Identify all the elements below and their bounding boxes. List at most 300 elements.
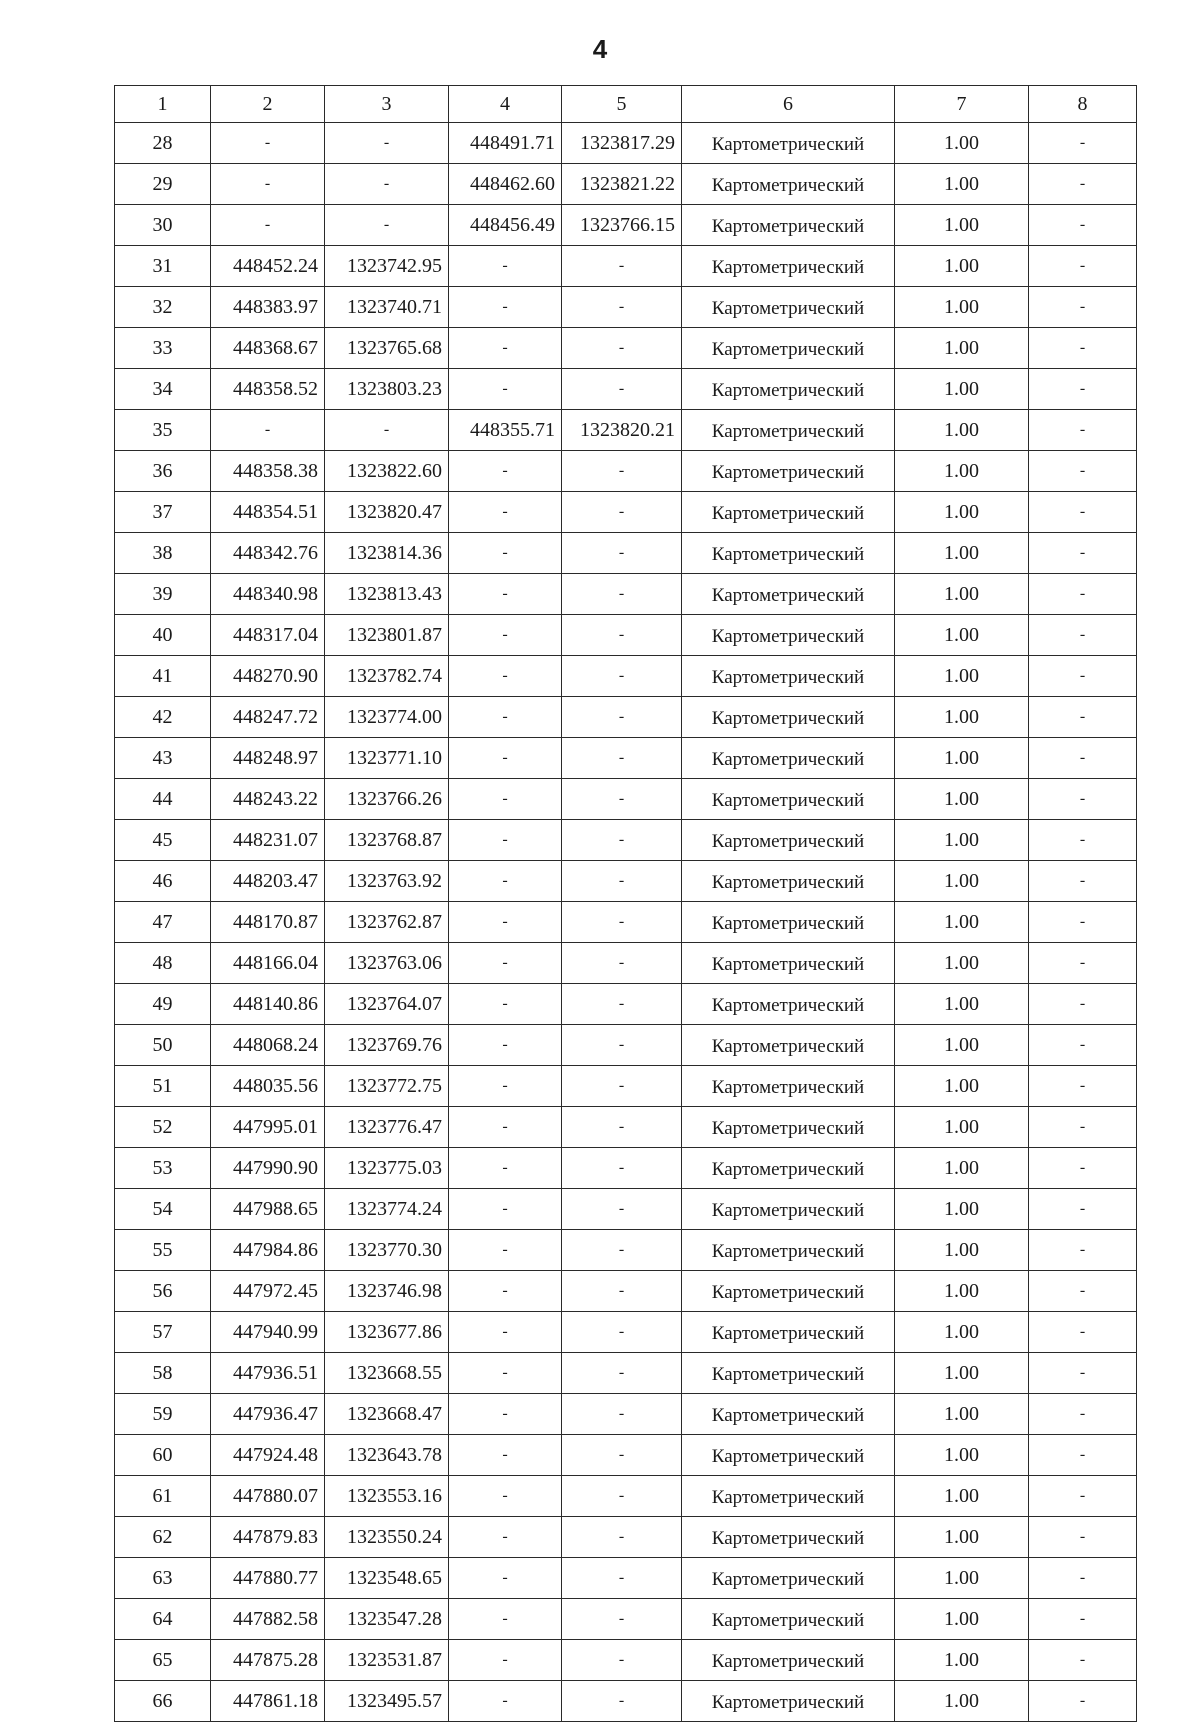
table-cell-col-8: - bbox=[1029, 738, 1137, 779]
table-cell-col-3: - bbox=[325, 123, 449, 164]
table-row bbox=[115, 1230, 1137, 1271]
table-cell-col-1: 52 bbox=[115, 1107, 211, 1148]
table-cell-col-2: 447875.28 bbox=[211, 1640, 325, 1681]
table-cell-col-3: 1323550.24 bbox=[325, 1517, 449, 1558]
table-cell-col-3: 1323801.87 bbox=[325, 615, 449, 656]
table-cell-col-2: 448317.04 bbox=[211, 615, 325, 656]
table-cell-col-4: - bbox=[449, 1394, 562, 1435]
table-cell-col-3: 1323764.07 bbox=[325, 984, 449, 1025]
table-cell-col-8: - bbox=[1029, 410, 1137, 451]
table-cell-col-8: - bbox=[1029, 1066, 1137, 1107]
table-cell-col-8: - bbox=[1029, 820, 1137, 861]
table-cell-col-5: - bbox=[562, 1435, 682, 1476]
table-cell-col-8: - bbox=[1029, 1394, 1137, 1435]
table-body bbox=[115, 123, 1137, 1722]
table-cell-col-6: Картометрический bbox=[682, 205, 895, 246]
table-cell-col-6: Картометрический bbox=[682, 1271, 895, 1312]
table-cell-col-1: 48 bbox=[115, 943, 211, 984]
table-cell-col-4: - bbox=[449, 1435, 562, 1476]
table-cell-col-4: - bbox=[449, 779, 562, 820]
table-cell-col-7: 1.00 bbox=[895, 1230, 1029, 1271]
table-cell-col-5: 1323820.21 bbox=[562, 410, 682, 451]
table-cell-col-1: 45 bbox=[115, 820, 211, 861]
table-row bbox=[115, 328, 1137, 369]
table-cell-col-7: 1.00 bbox=[895, 533, 1029, 574]
table-cell-col-3: 1323495.57 bbox=[325, 1681, 449, 1722]
table-cell-col-6: Картометрический bbox=[682, 1107, 895, 1148]
table-row bbox=[115, 902, 1137, 943]
table-cell-col-5: - bbox=[562, 1681, 682, 1722]
table-cell-col-3: 1323531.87 bbox=[325, 1640, 449, 1681]
table-cell-col-4: - bbox=[449, 984, 562, 1025]
table-cell-col-3: 1323763.06 bbox=[325, 943, 449, 984]
table-cell-col-6: Картометрический bbox=[682, 943, 895, 984]
table-cell-col-5: - bbox=[562, 451, 682, 492]
table-cell-col-4: - bbox=[449, 533, 562, 574]
table-cell-col-7: 1.00 bbox=[895, 410, 1029, 451]
table-cell-col-3: 1323768.87 bbox=[325, 820, 449, 861]
table-cell-col-2: 448270.90 bbox=[211, 656, 325, 697]
table-cell-col-5: - bbox=[562, 1107, 682, 1148]
table-cell-col-6: Картометрический bbox=[682, 1681, 895, 1722]
table-cell-col-6: Картометрический bbox=[682, 1599, 895, 1640]
table-cell-col-3: - bbox=[325, 164, 449, 205]
table-cell-col-8: - bbox=[1029, 1271, 1137, 1312]
table-header bbox=[115, 86, 1137, 123]
table-cell-col-3: 1323742.95 bbox=[325, 246, 449, 287]
table-cell-col-6: Картометрический bbox=[682, 1025, 895, 1066]
table-cell-col-6: Картометрический bbox=[682, 615, 895, 656]
table-cell-col-5: - bbox=[562, 492, 682, 533]
table-cell-col-2: - bbox=[211, 205, 325, 246]
table-cell-col-7: 1.00 bbox=[895, 1189, 1029, 1230]
table-cell-col-1: 58 bbox=[115, 1353, 211, 1394]
table-cell-col-2: 448368.67 bbox=[211, 328, 325, 369]
table-cell-col-5: - bbox=[562, 1025, 682, 1066]
table-cell-col-6: Картометрический bbox=[682, 492, 895, 533]
table-cell-col-2: 448231.07 bbox=[211, 820, 325, 861]
table-row bbox=[115, 1558, 1137, 1599]
table-cell-col-4: - bbox=[449, 1148, 562, 1189]
table-cell-col-4: - bbox=[449, 615, 562, 656]
table-cell-col-2: 448354.51 bbox=[211, 492, 325, 533]
table-cell-col-2: 448035.56 bbox=[211, 1066, 325, 1107]
table-cell-col-4: - bbox=[449, 369, 562, 410]
table-cell-col-2: 448247.72 bbox=[211, 697, 325, 738]
table-cell-col-1: 60 bbox=[115, 1435, 211, 1476]
table-cell-col-5: - bbox=[562, 533, 682, 574]
table-cell-col-7: 1.00 bbox=[895, 1066, 1029, 1107]
table-cell-col-7: 1.00 bbox=[895, 492, 1029, 533]
table-cell-col-8: - bbox=[1029, 492, 1137, 533]
table-cell-col-3: 1323772.75 bbox=[325, 1066, 449, 1107]
table-cell-col-4: - bbox=[449, 1107, 562, 1148]
table-cell-col-2: 447984.86 bbox=[211, 1230, 325, 1271]
table-cell-col-4: - bbox=[449, 1599, 562, 1640]
table-cell-col-8: - bbox=[1029, 1558, 1137, 1599]
table-cell-col-5: - bbox=[562, 861, 682, 902]
table-cell-col-8: - bbox=[1029, 697, 1137, 738]
table-row bbox=[115, 615, 1137, 656]
table-cell-col-7: 1.00 bbox=[895, 615, 1029, 656]
table-cell-col-1: 42 bbox=[115, 697, 211, 738]
table-cell-col-2: 448068.24 bbox=[211, 1025, 325, 1066]
column-header-4: 4 bbox=[449, 86, 562, 123]
table-cell-col-7: 1.00 bbox=[895, 820, 1029, 861]
table-cell-col-5: - bbox=[562, 1394, 682, 1435]
table-cell-col-7: 1.00 bbox=[895, 1271, 1029, 1312]
table-cell-col-5: - bbox=[562, 902, 682, 943]
table-cell-col-5: 1323766.15 bbox=[562, 205, 682, 246]
table-cell-col-7: 1.00 bbox=[895, 451, 1029, 492]
table-cell-col-1: 51 bbox=[115, 1066, 211, 1107]
table-row bbox=[115, 1476, 1137, 1517]
table-cell-col-5: - bbox=[562, 1599, 682, 1640]
table-cell-col-8: - bbox=[1029, 1681, 1137, 1722]
table-cell-col-4: - bbox=[449, 820, 562, 861]
table-cell-col-1: 41 bbox=[115, 656, 211, 697]
table-cell-col-6: Картометрический bbox=[682, 1230, 895, 1271]
table-cell-col-6: Картометрический bbox=[682, 1148, 895, 1189]
coordinates-table bbox=[114, 85, 1137, 1722]
table-cell-col-2: 448243.22 bbox=[211, 779, 325, 820]
table-cell-col-1: 28 bbox=[115, 123, 211, 164]
header-row bbox=[115, 86, 1137, 123]
table-cell-col-4: - bbox=[449, 246, 562, 287]
table-cell-col-6: Картометрический bbox=[682, 1394, 895, 1435]
table-cell-col-3: - bbox=[325, 410, 449, 451]
table-cell-col-2: 448248.97 bbox=[211, 738, 325, 779]
table-row bbox=[115, 1599, 1137, 1640]
table-row bbox=[115, 1271, 1137, 1312]
table-cell-col-5: - bbox=[562, 369, 682, 410]
table-cell-col-4: - bbox=[449, 1353, 562, 1394]
table-cell-col-1: 46 bbox=[115, 861, 211, 902]
table-cell-col-7: 1.00 bbox=[895, 1394, 1029, 1435]
table-cell-col-1: 50 bbox=[115, 1025, 211, 1066]
table-cell-col-8: - bbox=[1029, 1435, 1137, 1476]
table-cell-col-3: 1323770.30 bbox=[325, 1230, 449, 1271]
table-cell-col-7: 1.00 bbox=[895, 1517, 1029, 1558]
column-header-6: 6 bbox=[682, 86, 895, 123]
table-cell-col-5: - bbox=[562, 615, 682, 656]
table-row bbox=[115, 984, 1137, 1025]
table-row bbox=[115, 410, 1137, 451]
table-cell-col-6: Картометрический bbox=[682, 1312, 895, 1353]
table-cell-col-3: 1323763.92 bbox=[325, 861, 449, 902]
table-cell-col-8: - bbox=[1029, 1517, 1137, 1558]
table-cell-col-2: 447990.90 bbox=[211, 1148, 325, 1189]
table-cell-col-7: 1.00 bbox=[895, 287, 1029, 328]
table-cell-col-4: - bbox=[449, 1230, 562, 1271]
table-cell-col-3: 1323740.71 bbox=[325, 287, 449, 328]
table-cell-col-3: 1323765.68 bbox=[325, 328, 449, 369]
table-row bbox=[115, 1435, 1137, 1476]
table-cell-col-1: 56 bbox=[115, 1271, 211, 1312]
column-header-1: 1 bbox=[115, 86, 211, 123]
table-cell-col-6: Картометрический bbox=[682, 451, 895, 492]
table-cell-col-5: - bbox=[562, 820, 682, 861]
table-cell-col-3: - bbox=[325, 205, 449, 246]
table-row bbox=[115, 1681, 1137, 1722]
table-cell-col-4: - bbox=[449, 861, 562, 902]
column-header-7: 7 bbox=[895, 86, 1029, 123]
table-cell-col-1: 30 bbox=[115, 205, 211, 246]
table-cell-col-2: 448170.87 bbox=[211, 902, 325, 943]
table-cell-col-5: - bbox=[562, 1271, 682, 1312]
table-cell-col-5: - bbox=[562, 1640, 682, 1681]
table-cell-col-3: 1323668.47 bbox=[325, 1394, 449, 1435]
table-cell-col-1: 54 bbox=[115, 1189, 211, 1230]
table-cell-col-5: - bbox=[562, 656, 682, 697]
table-cell-col-5: - bbox=[562, 1517, 682, 1558]
table-cell-col-5: - bbox=[562, 287, 682, 328]
table-cell-col-6: Картометрический bbox=[682, 1435, 895, 1476]
table-cell-col-3: 1323547.28 bbox=[325, 1599, 449, 1640]
table-cell-col-4: - bbox=[449, 1517, 562, 1558]
table-cell-col-3: 1323553.16 bbox=[325, 1476, 449, 1517]
table-cell-col-5: - bbox=[562, 779, 682, 820]
table-cell-col-8: - bbox=[1029, 205, 1137, 246]
table-cell-col-6: Картометрический bbox=[682, 1066, 895, 1107]
table-cell-col-5: - bbox=[562, 1230, 682, 1271]
table-cell-col-2: 448358.52 bbox=[211, 369, 325, 410]
table-cell-col-1: 64 bbox=[115, 1599, 211, 1640]
table-cell-col-2: 447995.01 bbox=[211, 1107, 325, 1148]
table-cell-col-5: - bbox=[562, 574, 682, 615]
table-cell-col-6: Картометрический bbox=[682, 1353, 895, 1394]
table-cell-col-2: 447882.58 bbox=[211, 1599, 325, 1640]
table-cell-col-6: Картометрический bbox=[682, 820, 895, 861]
table-cell-col-7: 1.00 bbox=[895, 1025, 1029, 1066]
table-cell-col-3: 1323814.36 bbox=[325, 533, 449, 574]
table-cell-col-4: 448491.71 bbox=[449, 123, 562, 164]
table-cell-col-5: - bbox=[562, 1476, 682, 1517]
table-cell-col-4: - bbox=[449, 287, 562, 328]
table-cell-col-8: - bbox=[1029, 574, 1137, 615]
column-header-3: 3 bbox=[325, 86, 449, 123]
table-cell-col-5: - bbox=[562, 738, 682, 779]
table-cell-col-8: - bbox=[1029, 984, 1137, 1025]
table-cell-col-2: 447880.07 bbox=[211, 1476, 325, 1517]
table-cell-col-6: Картометрический bbox=[682, 574, 895, 615]
table-row bbox=[115, 123, 1137, 164]
table-cell-col-1: 38 bbox=[115, 533, 211, 574]
table-row bbox=[115, 164, 1137, 205]
table-cell-col-3: 1323813.43 bbox=[325, 574, 449, 615]
table-cell-col-4: - bbox=[449, 738, 562, 779]
table-cell-col-7: 1.00 bbox=[895, 1353, 1029, 1394]
table-row bbox=[115, 1312, 1137, 1353]
table-cell-col-7: 1.00 bbox=[895, 861, 1029, 902]
table-cell-col-5: - bbox=[562, 697, 682, 738]
table-cell-col-8: - bbox=[1029, 328, 1137, 369]
table-cell-col-7: 1.00 bbox=[895, 943, 1029, 984]
table-cell-col-4: - bbox=[449, 697, 562, 738]
table-cell-col-4: 448456.49 bbox=[449, 205, 562, 246]
table-cell-col-8: - bbox=[1029, 1476, 1137, 1517]
table-cell-col-5: - bbox=[562, 943, 682, 984]
table-cell-col-1: 61 bbox=[115, 1476, 211, 1517]
table-cell-col-8: - bbox=[1029, 1312, 1137, 1353]
table-cell-col-1: 49 bbox=[115, 984, 211, 1025]
table-cell-col-2: 447879.83 bbox=[211, 1517, 325, 1558]
table-cell-col-2: - bbox=[211, 410, 325, 451]
table-cell-col-3: 1323774.00 bbox=[325, 697, 449, 738]
table-cell-col-7: 1.00 bbox=[895, 984, 1029, 1025]
table-cell-col-1: 57 bbox=[115, 1312, 211, 1353]
table-cell-col-8: - bbox=[1029, 451, 1137, 492]
table-cell-col-2: 447988.65 bbox=[211, 1189, 325, 1230]
table-cell-col-8: - bbox=[1029, 1353, 1137, 1394]
table-cell-col-6: Картометрический bbox=[682, 1517, 895, 1558]
table-cell-col-8: - bbox=[1029, 861, 1137, 902]
table-row bbox=[115, 246, 1137, 287]
table-cell-col-7: 1.00 bbox=[895, 205, 1029, 246]
table-cell-col-7: 1.00 bbox=[895, 123, 1029, 164]
table-cell-col-1: 29 bbox=[115, 164, 211, 205]
table-row bbox=[115, 369, 1137, 410]
table-cell-col-8: - bbox=[1029, 1189, 1137, 1230]
table-cell-col-4: - bbox=[449, 1681, 562, 1722]
table-cell-col-8: - bbox=[1029, 1640, 1137, 1681]
table-cell-col-7: 1.00 bbox=[895, 1599, 1029, 1640]
table-cell-col-6: Картометрический bbox=[682, 779, 895, 820]
table-cell-col-8: - bbox=[1029, 943, 1137, 984]
table-cell-col-6: Картометрический bbox=[682, 861, 895, 902]
table-cell-col-6: Картометрический bbox=[682, 410, 895, 451]
table-cell-col-2: 448452.24 bbox=[211, 246, 325, 287]
table-cell-col-5: - bbox=[562, 1148, 682, 1189]
table-cell-col-4: - bbox=[449, 1312, 562, 1353]
table-row bbox=[115, 656, 1137, 697]
table-cell-col-1: 62 bbox=[115, 1517, 211, 1558]
table-cell-col-1: 55 bbox=[115, 1230, 211, 1271]
table-cell-col-5: 1323817.29 bbox=[562, 123, 682, 164]
table-cell-col-8: - bbox=[1029, 287, 1137, 328]
table-cell-col-8: - bbox=[1029, 164, 1137, 205]
table-cell-col-1: 66 bbox=[115, 1681, 211, 1722]
table-cell-col-7: 1.00 bbox=[895, 1558, 1029, 1599]
table-cell-col-8: - bbox=[1029, 779, 1137, 820]
table-row bbox=[115, 492, 1137, 533]
table-cell-col-3: 1323766.26 bbox=[325, 779, 449, 820]
table-cell-col-8: - bbox=[1029, 369, 1137, 410]
table-cell-col-2: 447940.99 bbox=[211, 1312, 325, 1353]
table-cell-col-1: 63 bbox=[115, 1558, 211, 1599]
table-cell-col-7: 1.00 bbox=[895, 1476, 1029, 1517]
table-cell-col-7: 1.00 bbox=[895, 1435, 1029, 1476]
table-cell-col-7: 1.00 bbox=[895, 697, 1029, 738]
table-cell-col-2: 447936.47 bbox=[211, 1394, 325, 1435]
table-cell-col-4: - bbox=[449, 1476, 562, 1517]
table-cell-col-5: 1323821.22 bbox=[562, 164, 682, 205]
table-cell-col-2: 448140.86 bbox=[211, 984, 325, 1025]
table-cell-col-3: 1323762.87 bbox=[325, 902, 449, 943]
table-cell-col-6: Картометрический bbox=[682, 369, 895, 410]
table-cell-col-4: - bbox=[449, 451, 562, 492]
table-cell-col-2: 448203.47 bbox=[211, 861, 325, 902]
table-cell-col-7: 1.00 bbox=[895, 164, 1029, 205]
table-cell-col-4: 448355.71 bbox=[449, 410, 562, 451]
table-cell-col-7: 1.00 bbox=[895, 1681, 1029, 1722]
page-number: 4 bbox=[592, 34, 608, 64]
table-row bbox=[115, 1517, 1137, 1558]
table-cell-col-1: 40 bbox=[115, 615, 211, 656]
table-cell-col-7: 1.00 bbox=[895, 574, 1029, 615]
table-cell-col-3: 1323774.24 bbox=[325, 1189, 449, 1230]
table-cell-col-8: - bbox=[1029, 902, 1137, 943]
table-cell-col-2: 447972.45 bbox=[211, 1271, 325, 1312]
table-cell-col-8: - bbox=[1029, 1230, 1137, 1271]
table-cell-col-5: - bbox=[562, 246, 682, 287]
table-cell-col-8: - bbox=[1029, 246, 1137, 287]
table-cell-col-7: 1.00 bbox=[895, 369, 1029, 410]
table-cell-col-4: - bbox=[449, 902, 562, 943]
table-cell-col-2: 447880.77 bbox=[211, 1558, 325, 1599]
table-cell-col-1: 65 bbox=[115, 1640, 211, 1681]
table-cell-col-6: Картометрический bbox=[682, 1189, 895, 1230]
table-cell-col-4: - bbox=[449, 328, 562, 369]
table-row bbox=[115, 1189, 1137, 1230]
table-cell-col-8: - bbox=[1029, 533, 1137, 574]
table-cell-col-6: Картометрический bbox=[682, 984, 895, 1025]
column-header-5: 5 bbox=[562, 86, 682, 123]
table-cell-col-4: - bbox=[449, 1271, 562, 1312]
table-cell-col-2: 448342.76 bbox=[211, 533, 325, 574]
table-row bbox=[115, 533, 1137, 574]
table-cell-col-5: - bbox=[562, 328, 682, 369]
table-cell-col-3: 1323643.78 bbox=[325, 1435, 449, 1476]
table-cell-col-5: - bbox=[562, 1066, 682, 1107]
table-cell-col-3: 1323776.47 bbox=[325, 1107, 449, 1148]
table-cell-col-6: Картометрический bbox=[682, 1476, 895, 1517]
table-cell-col-8: - bbox=[1029, 615, 1137, 656]
table-row bbox=[115, 205, 1137, 246]
table-cell-col-1: 47 bbox=[115, 902, 211, 943]
table-row bbox=[115, 943, 1137, 984]
table-cell-col-2: 447861.18 bbox=[211, 1681, 325, 1722]
table-cell-col-5: - bbox=[562, 984, 682, 1025]
table-cell-col-8: - bbox=[1029, 1025, 1137, 1066]
table-cell-col-2: 448358.38 bbox=[211, 451, 325, 492]
table-row bbox=[115, 1066, 1137, 1107]
table-cell-col-8: - bbox=[1029, 123, 1137, 164]
table-row bbox=[115, 738, 1137, 779]
table-cell-col-3: 1323775.03 bbox=[325, 1148, 449, 1189]
table-cell-col-6: Картометрический bbox=[682, 123, 895, 164]
table-cell-col-1: 39 bbox=[115, 574, 211, 615]
table-cell-col-8: - bbox=[1029, 1148, 1137, 1189]
table-cell-col-4: - bbox=[449, 1189, 562, 1230]
table-cell-col-4: - bbox=[449, 1025, 562, 1066]
table-cell-col-7: 1.00 bbox=[895, 656, 1029, 697]
table-row bbox=[115, 1107, 1137, 1148]
table-cell-col-1: 44 bbox=[115, 779, 211, 820]
table-cell-col-8: - bbox=[1029, 1107, 1137, 1148]
table-cell-col-6: Картометрический bbox=[682, 738, 895, 779]
table-row bbox=[115, 1394, 1137, 1435]
table-cell-col-8: - bbox=[1029, 656, 1137, 697]
table-cell-col-4: - bbox=[449, 574, 562, 615]
table-row bbox=[115, 1353, 1137, 1394]
table-row bbox=[115, 820, 1137, 861]
table-cell-col-7: 1.00 bbox=[895, 246, 1029, 287]
table-cell-col-6: Картометрический bbox=[682, 164, 895, 205]
table-cell-col-3: 1323769.76 bbox=[325, 1025, 449, 1066]
table-cell-col-6: Картометрический bbox=[682, 902, 895, 943]
table-cell-col-2: - bbox=[211, 123, 325, 164]
